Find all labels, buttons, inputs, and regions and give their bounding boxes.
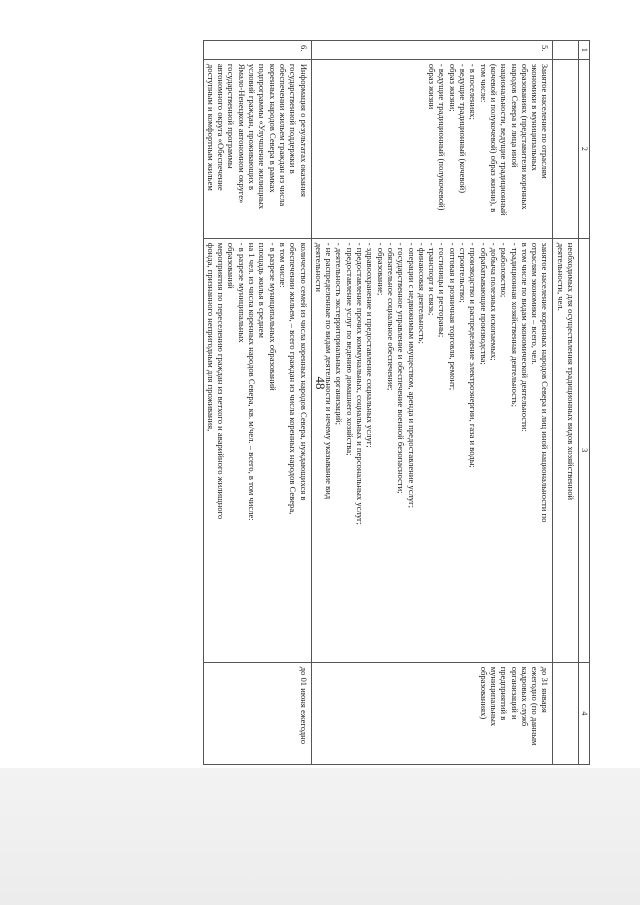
cell-line: - строительство; [458,242,469,303]
cell-line: Занятое население по отраслям [540,63,551,179]
deadline-cell [553,662,579,764]
cell-line: организаций и [509,666,520,720]
data-table [203,40,590,765]
table-body [203,41,578,765]
row-number-cell: 6. [203,41,311,60]
cell-line: - в разрезе муниципальных образований [267,242,278,391]
cell-line: образований [226,242,237,289]
cell-line: площадь жилья в среднем [257,242,268,338]
page-number: 48 [313,376,328,390]
cell-line: экономики в муниципальных [530,63,541,171]
cell-line: автономного округа «Обеспечение [216,63,227,191]
cell-line: деятельности [313,242,324,292]
cell-line: в том числе: [277,242,288,288]
row-number-cell [553,41,579,60]
cell-line: кадровых служб [519,666,530,727]
cell-line: - гостиницы и рестораны; [437,242,448,338]
cell-line: отраслям экономики – всего, чел. [530,242,541,365]
cell-line: народов Севера и лица иной [509,63,520,168]
cell-line: - операции с недвижимым имуществом, аренда и предоставление услуг; [406,242,417,509]
cell-line: - рыболовство; [499,242,510,298]
indicator-cell [203,59,311,238]
cell-line: том числе: [478,63,489,103]
cell-line: - здравоохранение и предоставление социальных услуг; [365,242,376,448]
header-row [579,41,590,765]
cell-line: обеспечении жильем, – всего граждан из числа коренных народов Севера, [288,242,299,515]
details-cell [311,238,553,662]
cell-line: государственной программы [226,63,237,169]
cell-line: национальности, ведущие традиционный [499,63,510,216]
deadline-cell [311,662,553,764]
cell-line: - в разрезе муниципальных [236,242,247,343]
cell-line: муниципальных [488,666,499,727]
cell-line: образ жизни; [447,63,458,112]
cell-line: - образование; [375,242,386,296]
cell-line: ежегодно (по данным [530,666,541,746]
cell-line: обеспечении жильем граждан из числа [277,63,288,207]
cell-line: (кочевой и полукочевой) образ жизни), в [488,63,499,213]
cell-line: доступным и комфортным жильем [205,63,216,191]
cell-line: государственной поддержки в [288,63,299,174]
header-cell: 4 [579,662,590,764]
cell-line: образованиях) [478,666,489,720]
cell-line: - предоставление услуг по ведению домашнего хозяйства; [344,242,355,456]
cell-line: подпрограммы «Улучшение жилищных [257,63,268,210]
cell-line: - традиционная хозяйственная деятельность; [509,242,520,407]
header-cell: 1 [579,41,590,60]
rotated-table-container [110,40,590,765]
cell-line: количество семей из числа коренных народов Севера, нуждающихся в [298,242,309,501]
table-row [203,41,311,765]
cell-line: - оптовая и розничная торговля, ремонт; [447,242,458,391]
cell-line: Информация о результатах оказания [298,63,309,197]
cell-line: - производство и распределение электроэнергии, газа и воды; [468,242,479,468]
cell-line: Ямало-Ненецком автономном округе» [236,63,247,204]
header-cell: 2 [579,59,590,238]
cell-line: - деятельность экстерриториальных организаций; [334,242,345,425]
indicator-cell [553,59,579,238]
cell-line: занятое население коренных народов Севера и лиц иной национальности по [540,242,551,523]
cell-line: условий граждан, проживающих в [247,63,258,190]
cell-line: - транспорт и связь; [427,242,438,316]
details-cell [553,238,579,662]
cell-line: - добыча полезных ископаемых; [488,242,499,361]
details-cell [203,238,311,662]
cell-line: до 31 января [540,666,551,713]
cell-line: предприятий в [499,666,510,721]
row-number-cell: 5. [311,41,553,60]
cell-line: - ведущие традиционный (полукочевой) [437,63,448,211]
cell-line: необходимых для осуществления традиционных видов хозяйственной [566,242,576,501]
page-bottom-shadow [0,768,640,905]
header-cell: 3 [579,238,590,662]
table-row [311,41,553,765]
cell-line: мероприятия по переселению граждан из ветхого и аварийного жилищного [216,242,227,520]
cell-line: - обязательное социальное обеспечение; [385,242,396,391]
indicator-cell [311,59,553,238]
cell-line: - в поселениях; [468,63,479,120]
cell-line: образ жизни [427,63,438,110]
cell-line: коренных народов Севера в рамках [267,63,278,193]
cell-line: - обрабатывающие производства; [478,242,489,365]
cell-line: - государственное управление и обеспечение военной безопасности; [396,242,407,494]
cell-line: до 01 июня ежегодно [298,666,309,745]
cell-line: образованиях (представители коренных [519,63,530,210]
cell-line: в том числе по видам экономической деятельности: [519,242,530,432]
cell-line: фонда, признанного непригодным для проживания, [205,242,216,432]
cell-line: на 1 чел. из числа коренных народов Севера, кв. м/чел. – всего, в том числе: [247,242,258,521]
cell-line: - ведущие традиционный (кочевой) [458,63,469,194]
cell-line: деятельности, чел. [555,242,566,311]
cell-line: - предоставление прочих коммунальных, социальных и персональных услуг; [355,242,366,525]
cell-line: - не распределенные по видам деятельности и нечему указывание вид [324,242,335,500]
table-row [553,41,579,765]
cell-line: - финансовая деятельность; [416,242,427,344]
deadline-cell [203,662,311,764]
